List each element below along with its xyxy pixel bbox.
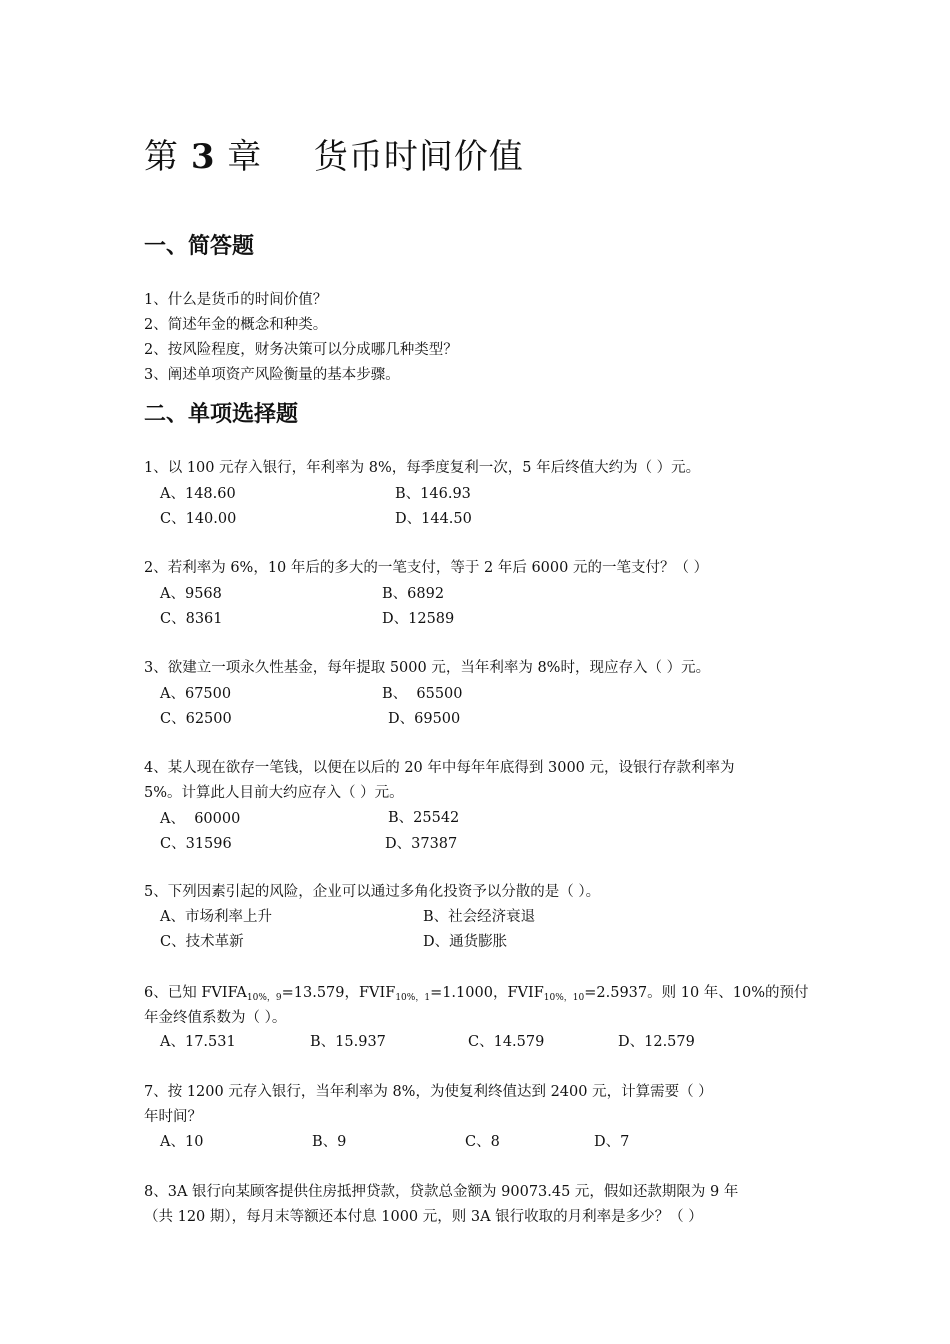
question-text: 3、欲建立一项永久性基金，每年提取 5000 元，当年利率为 8%时，现应存入（ ）元。 [144, 660, 711, 676]
question-text: 年金终值系数为（ ）。 [144, 1010, 287, 1026]
chapter-title [144, 133, 524, 181]
option-b: B、9 [312, 1134, 347, 1150]
option-d: D、144.50 [395, 511, 472, 527]
short-answer-item: 2、按风险程度，财务决策可以分成哪几种类型？ [144, 342, 458, 358]
question-text: 1、以 100 元存入银行，年利率为 8%，每季度复利一次，5 年后终值大约为（ ）元。 [144, 460, 701, 476]
short-answer-item: 2、简述年金的概念和种类。 [144, 317, 328, 333]
option-a: A、67500 [160, 686, 232, 702]
option-a: A、市场利率上升 [160, 909, 272, 925]
short-answer-item: 3、阐述单项资产风险衡量的基本步骤。 [144, 367, 400, 383]
question-text: 年时间？ [144, 1109, 202, 1125]
option-a: A、9568 [160, 586, 222, 602]
question-text: 2、若利率为 6%，10 年后的多大的一笔支付，等于 2 年后 6000 元的一笔支付？（ ） [144, 560, 709, 576]
option-b: B、15.937 [310, 1034, 386, 1050]
chapter-name: 货币时间价值 [313, 137, 524, 177]
option-c: C、14.579 [468, 1034, 545, 1050]
q6-text-4: =2.5937。则 10 年、10%的预付 [584, 985, 809, 1001]
option-d: D、37387 [385, 836, 458, 852]
chapter-prefix: 第 [144, 137, 179, 177]
q6-text-2: =13.579，FVIF [281, 985, 396, 1001]
option-c: C、8 [465, 1134, 500, 1150]
option-c: C、8361 [160, 611, 223, 627]
option-b: B、146.93 [395, 486, 471, 502]
question-text: 8、3A 银行向某顾客提供住房抵押贷款，贷款总金额为 90073.45 元，假如还款期限为 9 年 [144, 1184, 739, 1200]
section-heading-single-choice: 二、单项选择题 [144, 402, 299, 427]
option-d: D、69500 [388, 711, 461, 727]
option-d: D、7 [594, 1134, 630, 1150]
question-text: 4、某人现在欲存一笔钱，以便在以后的 20 年中每年年底得到 3000 元，设银行存款利率为 [144, 760, 735, 776]
option-b: B、 65500 [382, 686, 463, 702]
section-heading-short-answer: 一、简答题 [144, 234, 255, 259]
option-a: A、10 [160, 1134, 204, 1150]
q6-sub-2: 10%，1 [395, 993, 431, 1003]
option-c: C、31596 [160, 836, 232, 852]
option-b: B、6892 [382, 586, 445, 602]
option-d: D、通货膨胀 [423, 934, 508, 950]
question-text: （共 120 期），每月末等额还本付息 1000 元，则 3A 银行收取的月利率是多少？（ ） [144, 1209, 703, 1225]
q6-sub-1: 10%，9 [246, 993, 282, 1003]
option-a: A、17.531 [160, 1034, 236, 1050]
chapter-number: 3 [190, 137, 216, 177]
q6-text-3: =1.1000，FVIF [430, 985, 544, 1001]
question-text: 7、按 1200 元存入银行，当年利率为 8%，为使复利终值达到 2400 元，计算需要（ ） [144, 1084, 713, 1100]
question-text: 5、下列因素引起的风险，企业可以通过多角化投资予以分散的是（ ）。 [144, 884, 601, 900]
q6-sub-3: 10%，10 [543, 993, 585, 1003]
option-d: D、12589 [382, 611, 455, 627]
option-b: B、25542 [388, 810, 460, 826]
short-answer-item: 1、什么是货币的时间价值？ [144, 292, 328, 308]
q6-text-1: 6、已知 FVIFA [144, 985, 247, 1001]
option-a: A、 60000 [160, 811, 241, 827]
option-b: B、社会经济衰退 [423, 909, 536, 925]
option-c: C、技术革新 [160, 934, 244, 950]
option-d: D、12.579 [618, 1034, 695, 1050]
question-text: 5%。计算此人目前大约应存入（ ）元。 [144, 785, 404, 801]
option-a: A、148.60 [160, 486, 236, 502]
chapter-suffix: 章 [227, 137, 263, 177]
option-c: C、140.00 [160, 511, 237, 527]
option-c: C、62500 [160, 711, 232, 727]
